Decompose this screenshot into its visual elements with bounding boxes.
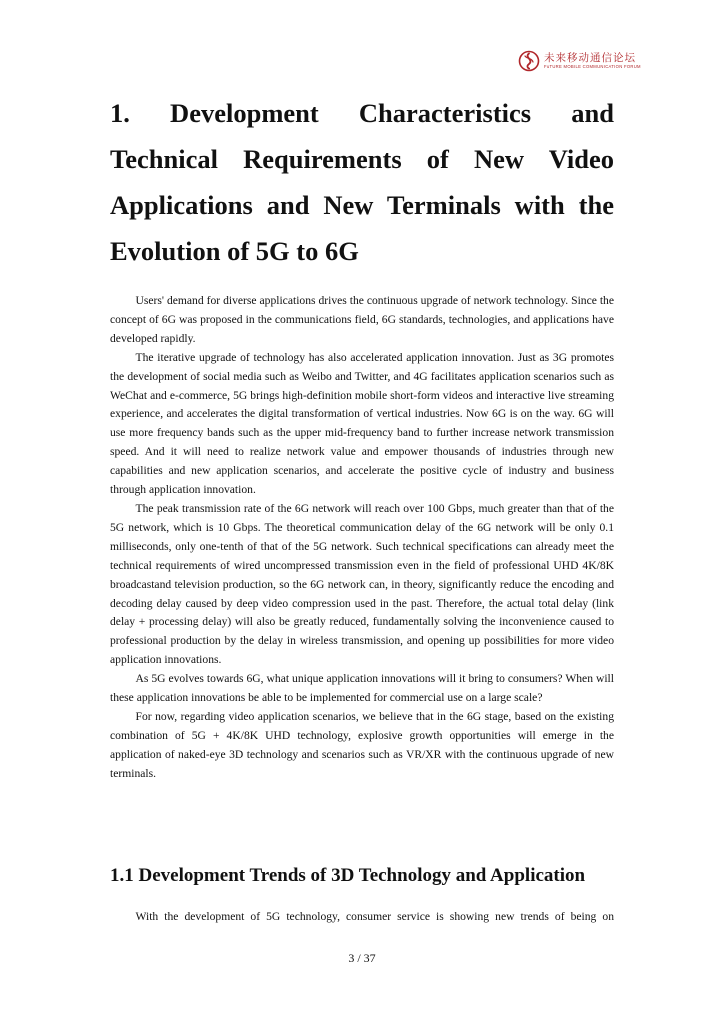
logo-english-text: FuTURE MOBILE COMMUNICATION FORUM — [544, 64, 641, 70]
forum-logo — [518, 48, 658, 74]
paragraph: The iterative upgrade of technology has also accelerated application innovation. Just as 3G promotes the development of social media such as Weibo and Twitter, and 4G facilitates application scenarios such as WeChat and e-commerce, 5G brings high-definition mobile short-form videos and interactive live streaming experience, and accelerates the digital transformation of vertical industries. Now 6G is on the way. 6G will use more frequency bands such as the upper mid-frequency band to further increase network transmission speed. And it will need to realize network value and empower thousands of industries through new capabilities and new application scenarios, and accelerate the positive cycle of industry and business through application innovation. — [110, 350, 614, 497]
paragraph: The peak transmission rate of the 6G network will reach over 100 Gbps, much greater than that of the 5G network, which is 10 Gbps. The theoretical communication delay of the 6G network will be only 0.1 milliseconds, only one-tenth of that of the 5G network. Such technical specifications can already meet the technical requirements of wired uncompressed transmission even in the field of professional UHD 4K/8K broadcastand television production, so the 6G network can, in theory, significantly reduce the encoding and decoding delay caused by deep video compression used in the past. Therefore, the actual total delay (link delay + processing delay) will also be greatly reduced, fundamentally solving the inconvenience caused to professional production by the delay in wireless transmission, and opening up possibilities for more video application innovations. — [110, 501, 614, 667]
title-line: Applications and New Terminals with the — [110, 190, 614, 220]
subsection-heading: 1.1 Development Trends of 3D Technology and Application — [110, 865, 586, 886]
section-title — [110, 90, 614, 274]
logo-chinese-text: 未来移动通信论坛 — [544, 51, 636, 64]
paragraph: Users' demand for diverse applications drives the continuous upgrade of network technology. Since the concept of 6G was proposed in the communications field, 6G standards, technologies, and applications have developed rapidly. — [110, 294, 614, 345]
page-number: 3 / 37 — [348, 951, 376, 965]
title-line: Evolution of 5G to 6G — [110, 236, 359, 266]
paragraph: For now, regarding video application scenarios, we believe that in the 6G stage, based on the existing combination of 5G + 4K/8K UHD technology, explosive growth opportunities will emerge in the application of naked-eye 3D technology and scenarios such as VR/XR with the continuous upgrade of new terminals. — [110, 709, 614, 780]
title-line: Technical Requirements of New Video — [110, 144, 614, 174]
forum-logo-icon — [518, 50, 540, 72]
title-line: 1. Development Characteristics and — [110, 98, 614, 128]
paragraph: As 5G evolves towards 6G, what unique application innovations will it bring to consumers? When will these application innovations be able to be implemented for commercial use on a large scale? — [110, 672, 614, 705]
paragraph: With the development of 5G technology, consumer service is showing new trends of being on — [135, 910, 614, 923]
body-text — [110, 292, 614, 784]
